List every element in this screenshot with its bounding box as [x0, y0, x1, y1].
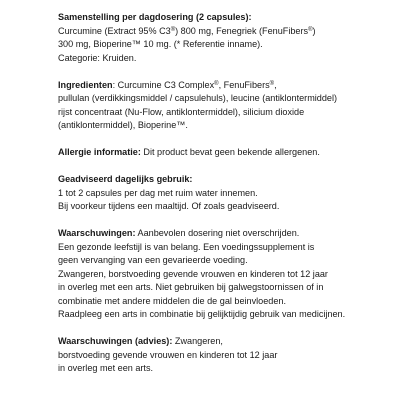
composition-section	[58, 11, 408, 65]
warnings-line-2: Een gezonde leefstijl is van belang. Een voedingssupplement is	[58, 241, 315, 252]
warnings-label: Waarschuwingen:	[58, 228, 136, 238]
ingredients-label: Ingredienten	[58, 79, 113, 90]
composition-line-2: 300 mg, Bioperine™ 10 mg. (* Referentie inname).	[58, 39, 263, 49]
advice-line-1: Waarschuwingen (advies): Zwangeren,	[58, 336, 223, 346]
ingredients-line-4: (antiklontermiddel), Bioperine™.	[58, 120, 188, 130]
warnings-section	[58, 227, 408, 322]
allergy-label: Allergie informatie:	[58, 147, 141, 157]
usage-section	[58, 173, 408, 214]
usage-line-1: 1 tot 2 capsules per dag met ruim water innemen.	[58, 187, 258, 198]
composition-category: Categorie: Kruiden.	[58, 52, 137, 63]
warnings-line-1: Waarschuwingen: Aanbevolen dosering niet overschrijden.	[58, 228, 300, 238]
advice-line-2: borstvoeding gevende vrouwen en kinderen tot 12 jaar	[58, 349, 278, 360]
allergy-section	[58, 146, 408, 160]
advice-line-3: in overleg met een arts.	[58, 363, 154, 373]
warnings-line-7: Raadpleeg een arts in combinatie bij gelijktijdig gebruik van medicijnen.	[58, 309, 346, 319]
composition-heading: Samenstelling per dagdosering (2 capsules):	[58, 12, 252, 22]
ingredients-line-1: Ingredienten: Curcumine C3 Complex®, FenuFibers®,	[58, 79, 277, 90]
usage-heading: Geadviseerd dagelijks gebruik:	[58, 174, 193, 184]
warnings-line-4: Zwangeren, borstvoeding gevende vrouwen en kinderen tot 12 jaar	[58, 268, 328, 279]
advice-label: Waarschuwingen (advies):	[58, 336, 173, 346]
warnings-line-3: geen vervanging van een gevarieerde voeding.	[58, 255, 248, 265]
warnings-line-6: combinatie met andere middelen die de gal beinvloeden.	[58, 295, 287, 306]
label-document	[58, 11, 408, 389]
composition-line-1: Curcumine (Extract 95% C3®) 800 mg, Fenegriek (FenuFibers®)	[58, 25, 316, 36]
allergy-line	[58, 146, 408, 160]
ingredients-line-2: pullulan (verdikkingsmiddel / capsulehuls), leucine (antiklontermiddel)	[58, 93, 338, 103]
ingredients-line-3: rijst concentraat (Nu-Flow, antiklontermiddel), silicium dioxide	[58, 106, 305, 117]
usage-line-2: Bij voorkeur tijdens een maaltijd. Of zoals geadviseerd.	[58, 201, 280, 211]
warnings-line-5: in overleg met een arts. Niet gebruiken bij galwegstoornissen of in	[58, 282, 324, 292]
allergy-text: Dit product bevat geen bekende allergenen.	[140, 147, 320, 157]
advice-section	[58, 335, 408, 376]
ingredients-section	[58, 79, 408, 133]
